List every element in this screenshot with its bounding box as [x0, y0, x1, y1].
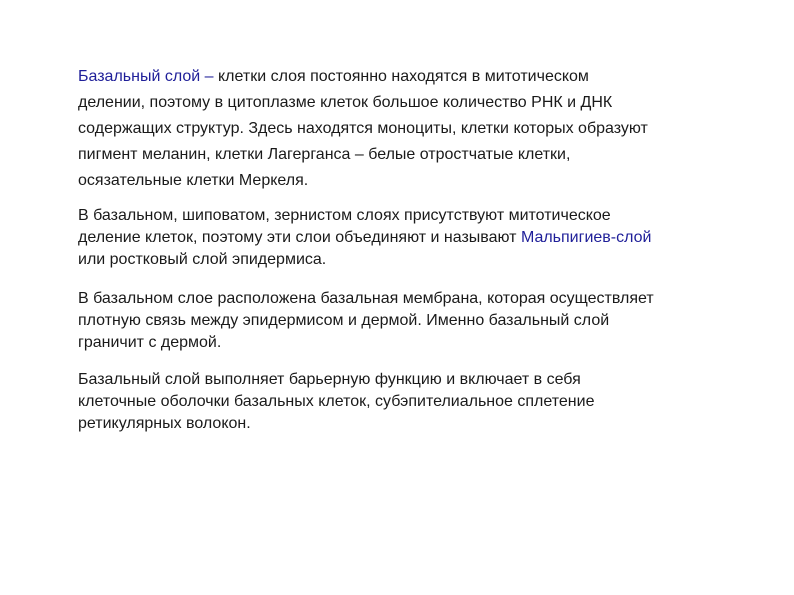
text-line: или ростковый слой эпидермиса.: [78, 251, 327, 268]
text-line: делении, поэтому в цитоплазме клеток большое количество РНК и ДНК: [78, 94, 613, 111]
text-line: Базальный слой – клетки слоя постоянно находятся в митотическом: [78, 68, 589, 85]
paragraph-malpighian-layer: [78, 205, 651, 271]
text-line: пигмент меланин, клетки Лагерганса – белые отростчатые клетки,: [78, 146, 571, 163]
text-line: Базальный слой выполняет барьерную функцию и включает в себя: [78, 371, 581, 388]
paragraph-barrier-function: [78, 369, 594, 435]
text-line: граничит с дермой.: [78, 334, 222, 351]
text-line: ретикулярных волокон.: [78, 415, 251, 432]
term-basal-layer: Базальный слой –: [78, 68, 214, 85]
text-line: клеточные оболочки базальных клеток, субэпителиальное сплетение: [78, 393, 595, 410]
term-malpighian-layer: Мальпигиев-слой: [520, 229, 652, 246]
text-line: содержащих структур. Здесь находятся моноциты, клетки которых образуют: [78, 120, 648, 137]
text-line: осязательные клетки Меркеля.: [78, 172, 309, 189]
paragraph-basal-membrane: [78, 288, 654, 354]
text-line: плотную связь между эпидермисом и дермой. Именно базальный слой: [78, 312, 610, 329]
text-line: В базальном слое расположена базальная мембрана, которая осуществляет: [78, 290, 654, 307]
text-line: В базальном, шиповатом, зернистом слоях присутствуют митотическое: [78, 207, 611, 224]
paragraph-basal-layer: [78, 64, 648, 194]
text-line: деление клеток, поэтому эти слои объединяют и называют Мальпигиев-слой: [78, 229, 652, 246]
